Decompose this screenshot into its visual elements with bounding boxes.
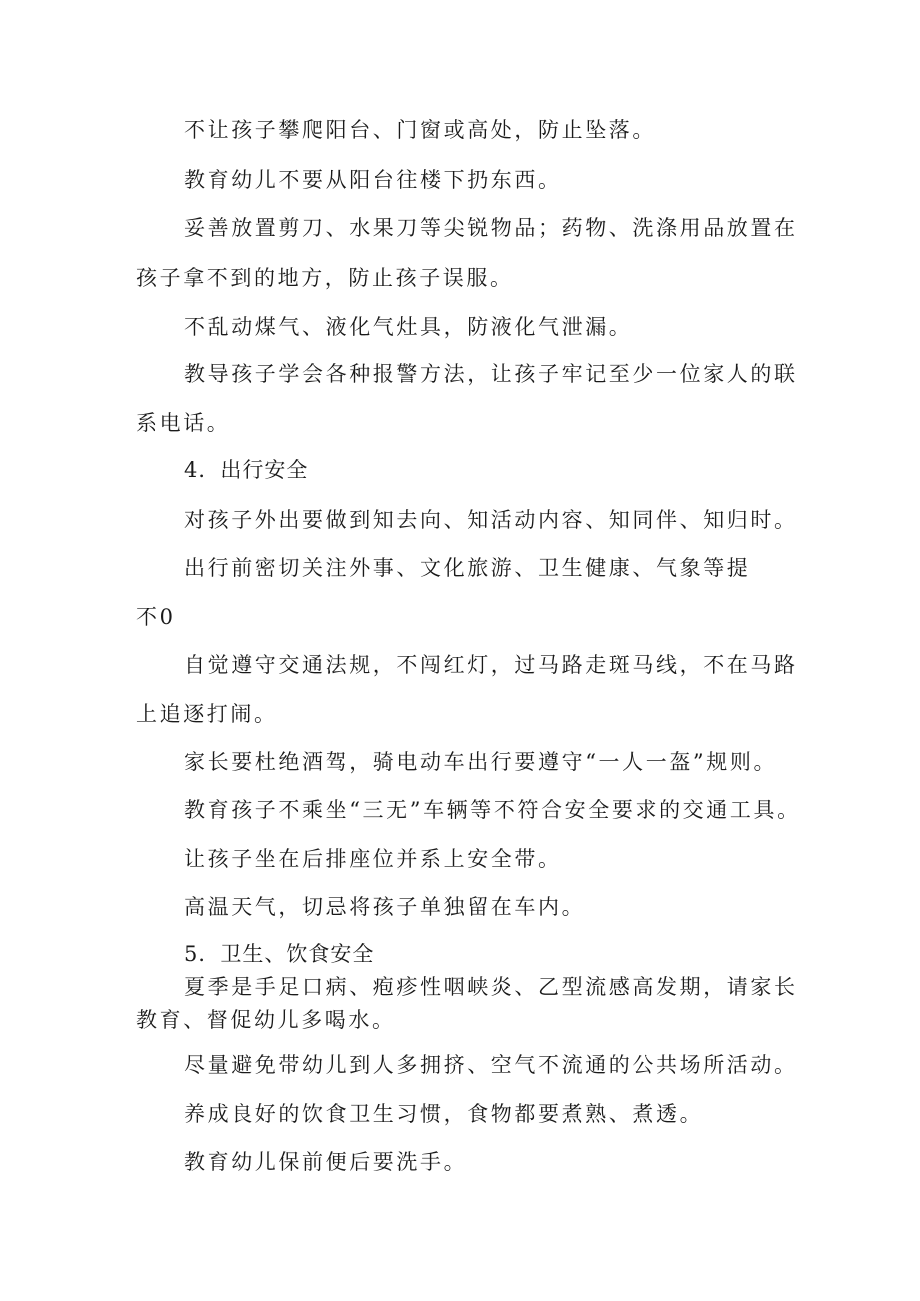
paragraph-line: 教导孩子学会各种报警方法，让孩子牢记至少一位家人的联 [184,362,798,386]
paragraph-line: 家长要杜绝酒驾，骑电动车出行要遵守“一人一盔”规则。 [184,750,778,774]
paragraph-line: 让孩子坐在后排座位并系上安全带。 [184,847,562,871]
paragraph-line: 系电话。 [136,411,231,435]
section-heading: 4．出行安全 [184,458,309,482]
paragraph-line: 上追逐打闹。 [136,702,278,726]
paragraph-line: 夏季是手足口病、疱疹性咽峡炎、乙型流感高发期，请家长 [184,975,798,999]
paragraph-line: 教育、督促幼儿多喝水。 [136,1008,396,1032]
paragraph-line: 妥善放置剪刀、水果刀等尖锐物品；药物、洗涤用品放置在 [184,216,798,240]
paragraph-line: 不0 [136,605,176,629]
paragraph-line: 孩子拿不到的地方，防止孩子误服。 [136,266,514,290]
paragraph-line: 高温天气，切忌将孩子单独留在车内。 [184,895,586,919]
paragraph-line: 不让孩子攀爬阳台、门窗或高处，防止坠落。 [184,118,656,142]
paragraph-line: 教育孩子不乘坐“三无”车辆等不符合安全要求的交通工具。 [184,798,801,822]
paragraph-line: 教育幼儿不要从阳台往楼下扔东西。 [184,168,562,192]
paragraph-line: 不乱动煤气、液化气灶具，防液化气泄漏。 [184,315,633,339]
paragraph-line: 教育幼儿保前便后要洗手。 [184,1150,468,1174]
paragraph-line: 养成良好的饮食卫生习惯，食物都要煮熟、煮透。 [184,1102,704,1126]
paragraph-line: 尽量避免带幼儿到人多拥挤、空气不流通的公共场所活动。 [184,1053,798,1077]
paragraph-line: 自觉遵守交通法规，不闯红灯，过马路走斑马线，不在马路 [184,653,798,677]
paragraph-line: 对孩子外出要做到知去向、知活动内容、知同伴、知归时。 [184,508,798,532]
section-heading: 5．卫生、饮食安全 [184,942,375,966]
paragraph-line: 出行前密切关注外事、文化旅游、卫生健康、气象等提 [184,556,751,580]
